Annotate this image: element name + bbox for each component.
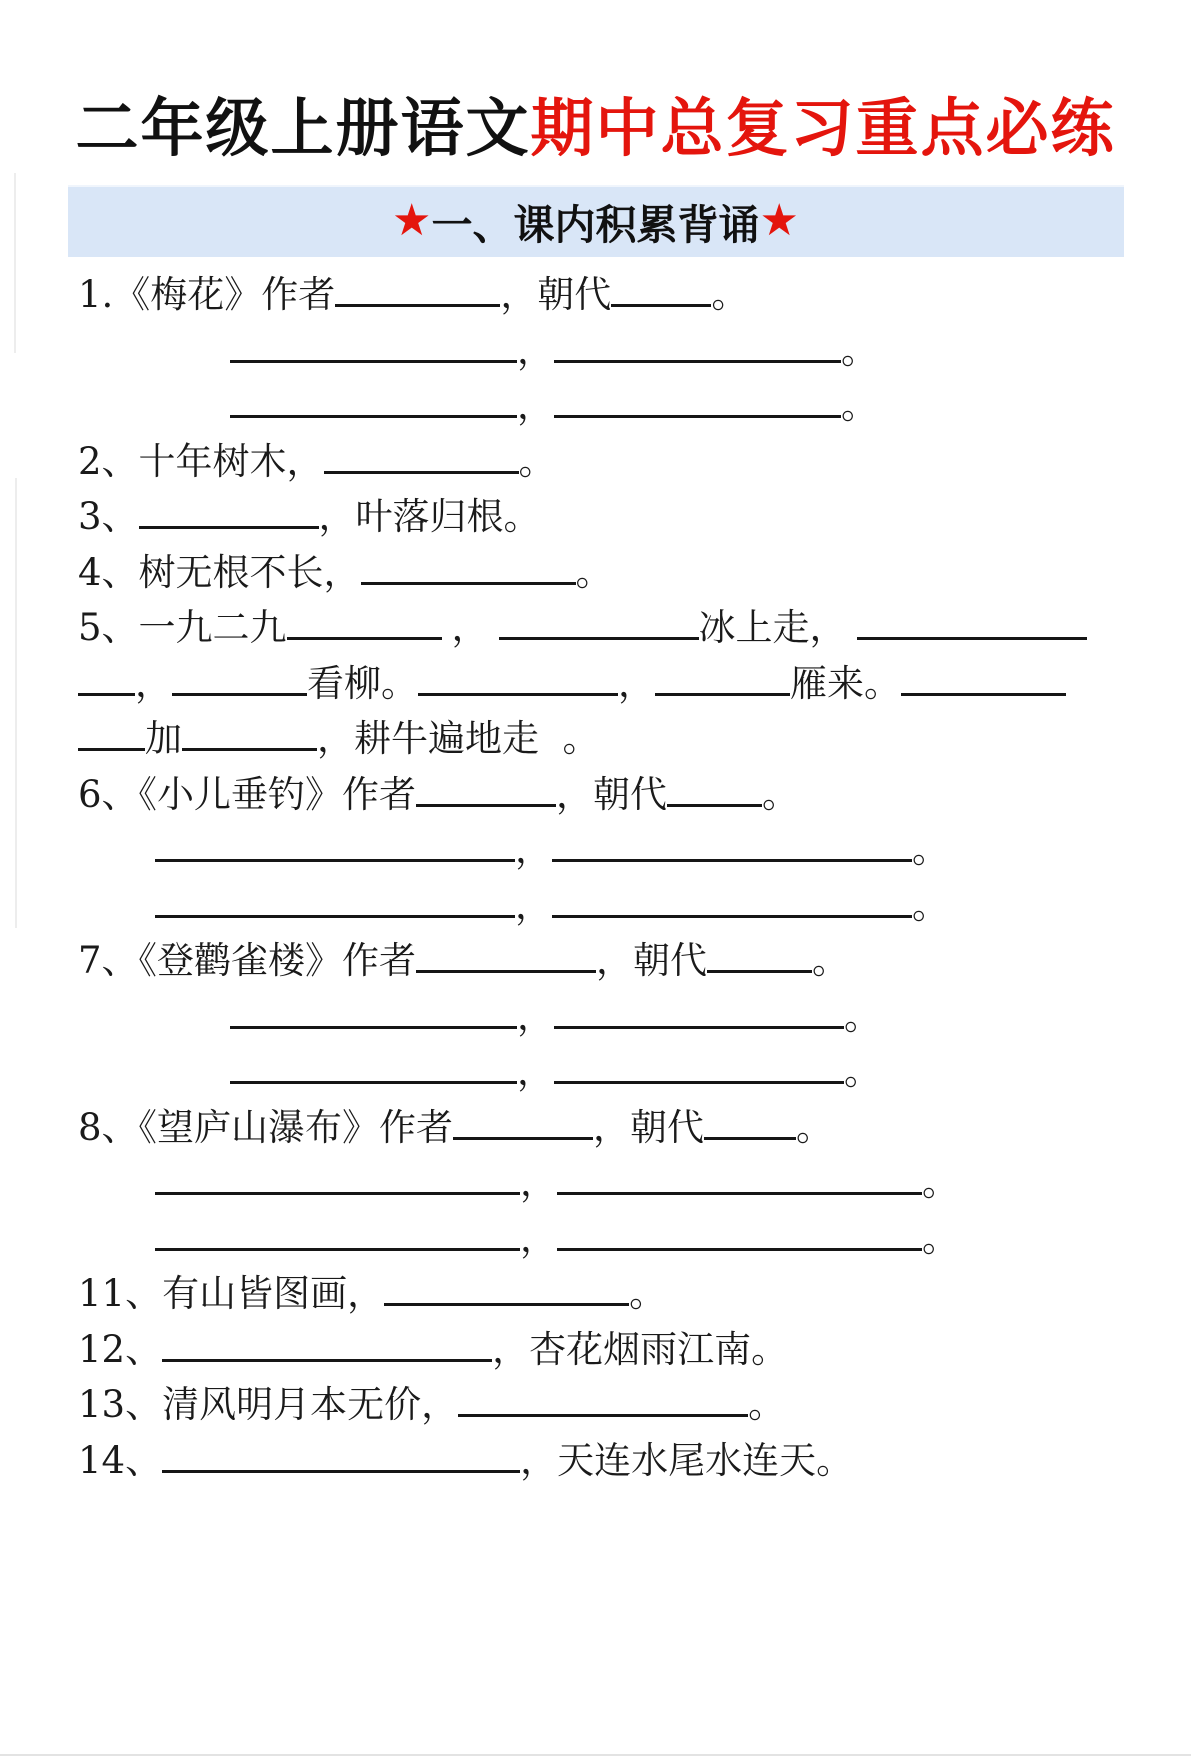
question-line-q5-3	[78, 711, 1131, 767]
question-text: 。	[912, 828, 949, 871]
question-text: 。	[575, 550, 613, 594]
blank-underline	[162, 1323, 492, 1361]
worksheet-page	[0, 78, 1191, 1762]
blank-underline	[324, 435, 519, 473]
question-text: ，朝代	[556, 772, 668, 816]
blank-underline	[78, 713, 145, 751]
question-line-q3	[78, 489, 1131, 545]
blank-underline	[230, 1046, 517, 1084]
question-text: 。	[711, 273, 749, 316]
blank-underline	[416, 768, 556, 806]
question-text: ，	[515, 828, 552, 871]
question-line-q11	[78, 1266, 1131, 1322]
scan-artifact-left	[15, 478, 17, 928]
blank-underline	[704, 1101, 796, 1139]
blank-underline	[384, 1268, 629, 1306]
blank-underline	[162, 1434, 520, 1472]
question-text: 12、	[78, 1327, 163, 1371]
blank-underline	[554, 990, 844, 1028]
section-banner-title: 一、课内积累背诵	[431, 200, 760, 249]
question-text: ，	[517, 994, 554, 1038]
blank-underline	[155, 1212, 520, 1250]
blank-underline	[335, 269, 500, 307]
question-text: ，天连水尾水连天。	[520, 1438, 854, 1482]
answer-line-q8-2	[78, 1211, 1131, 1267]
answer-line-q7-1	[78, 989, 1131, 1045]
blank-underline	[453, 1101, 593, 1139]
question-line-q6	[78, 767, 1131, 823]
answer-line-q6-2	[78, 878, 1131, 934]
question-line-q8	[78, 1100, 1131, 1156]
question-text: 。	[844, 994, 881, 1038]
question-text: 7、《登鹳雀楼》作者	[78, 939, 417, 982]
blank-underline	[172, 657, 307, 695]
question-text: 6、《小儿垂钓》作者	[78, 772, 417, 816]
answer-line-q1-1	[78, 323, 1131, 379]
question-text: ，	[517, 384, 554, 427]
blank-underline	[230, 990, 517, 1028]
question-text: 。	[629, 1272, 667, 1315]
question-text: ，	[520, 1216, 557, 1260]
question-text: ，朝代	[596, 939, 708, 982]
blank-underline	[552, 879, 912, 917]
question-line-q5-2	[78, 656, 1131, 712]
blank-underline	[155, 1157, 520, 1195]
page-title	[0, 78, 1191, 169]
question-text: ，	[515, 883, 552, 927]
question-text: 雁来。	[790, 661, 901, 705]
blank-underline	[230, 324, 517, 362]
blank-underline	[554, 380, 841, 418]
question-text: ，朝代	[500, 273, 612, 316]
blank-underline	[182, 713, 317, 751]
blank-underline	[554, 1046, 844, 1084]
question-text: 8、《望庐山瀑布》作者	[78, 1105, 454, 1149]
question-text: 。	[844, 1050, 881, 1093]
section-banner	[68, 185, 1124, 257]
scan-artifact-bottom	[0, 1754, 1191, 1756]
blank-underline	[139, 491, 319, 529]
question-text: 11、有山皆图画，	[78, 1272, 385, 1315]
blank-underline	[667, 768, 762, 806]
question-line-q1	[78, 267, 1131, 323]
page-title-black: 二年级上册语文	[75, 92, 531, 165]
blank-underline	[552, 824, 912, 862]
question-line-q5-1	[78, 600, 1131, 656]
question-text: 2、十年树木，	[78, 439, 324, 483]
blank-underline	[458, 1379, 748, 1417]
blank-underline	[557, 1157, 922, 1195]
question-text: 4、树无根不长，	[78, 550, 361, 594]
question-text: ，朝代	[593, 1105, 705, 1149]
question-text: 看柳。	[307, 661, 418, 705]
blank-underline	[557, 1212, 922, 1250]
blank-underline	[361, 546, 576, 584]
question-line-q13	[78, 1377, 1131, 1433]
question-text: ，	[517, 328, 554, 372]
question-text: 。	[812, 939, 850, 982]
question-text: 加	[145, 717, 182, 760]
question-text: 。	[518, 439, 556, 483]
question-text: 3、	[78, 495, 139, 538]
question-text: 。	[841, 328, 878, 372]
blank-underline	[901, 657, 1066, 695]
question-text: 13、清风明月本无价，	[78, 1383, 459, 1426]
blank-underline	[155, 879, 515, 917]
question-text: 。	[796, 1105, 834, 1149]
question-text: 5、一九二九	[78, 606, 287, 649]
question-text: ，叶落归根。	[318, 495, 541, 538]
question-text: 。	[922, 1216, 959, 1260]
blank-underline	[416, 935, 596, 973]
blank-underline	[78, 657, 135, 695]
question-text: 1.《梅花》作者	[78, 273, 336, 316]
question-text: ，	[618, 661, 655, 705]
question-line-q4	[78, 545, 1131, 601]
question-list	[78, 267, 1131, 1488]
scan-artifact-left	[14, 173, 16, 353]
blank-underline	[155, 824, 515, 862]
star-icon-left: ★	[392, 195, 432, 246]
question-line-q2	[78, 434, 1131, 490]
question-text: ，杏花烟雨江南。	[492, 1327, 789, 1371]
blank-underline	[418, 657, 618, 695]
answer-line-q6-1	[78, 822, 1131, 878]
blank-underline	[287, 602, 442, 640]
question-text: 14、	[78, 1438, 163, 1482]
question-line-q7	[78, 933, 1131, 989]
question-text: ，	[451, 606, 489, 649]
question-line-q12	[78, 1322, 1131, 1378]
blank-underline	[499, 602, 699, 640]
blank-underline	[554, 324, 841, 362]
question-text: 。	[762, 772, 800, 816]
answer-line-q1-2	[78, 378, 1131, 434]
blank-underline	[611, 269, 711, 307]
question-text: 。	[748, 1383, 786, 1426]
answer-line-q8-1	[78, 1155, 1131, 1211]
star-icon-right: ★	[759, 195, 799, 246]
question-text: 。	[841, 384, 878, 427]
question-text: ，	[135, 661, 172, 705]
question-text: 冰上走，	[698, 606, 847, 649]
question-text: ，耕牛遍地走 。	[317, 717, 600, 760]
blank-underline	[655, 657, 790, 695]
question-text: ，	[517, 1050, 554, 1093]
blank-underline	[230, 380, 517, 418]
page-title-red: 期中总复习重点必练	[530, 92, 1116, 165]
blank-underline	[707, 935, 812, 973]
question-line-q14	[78, 1433, 1131, 1489]
question-text: 。	[922, 1161, 959, 1204]
question-text: ，	[520, 1161, 557, 1204]
blank-underline	[857, 602, 1087, 640]
question-text: 。	[912, 883, 949, 927]
answer-line-q7-2	[78, 1044, 1131, 1100]
